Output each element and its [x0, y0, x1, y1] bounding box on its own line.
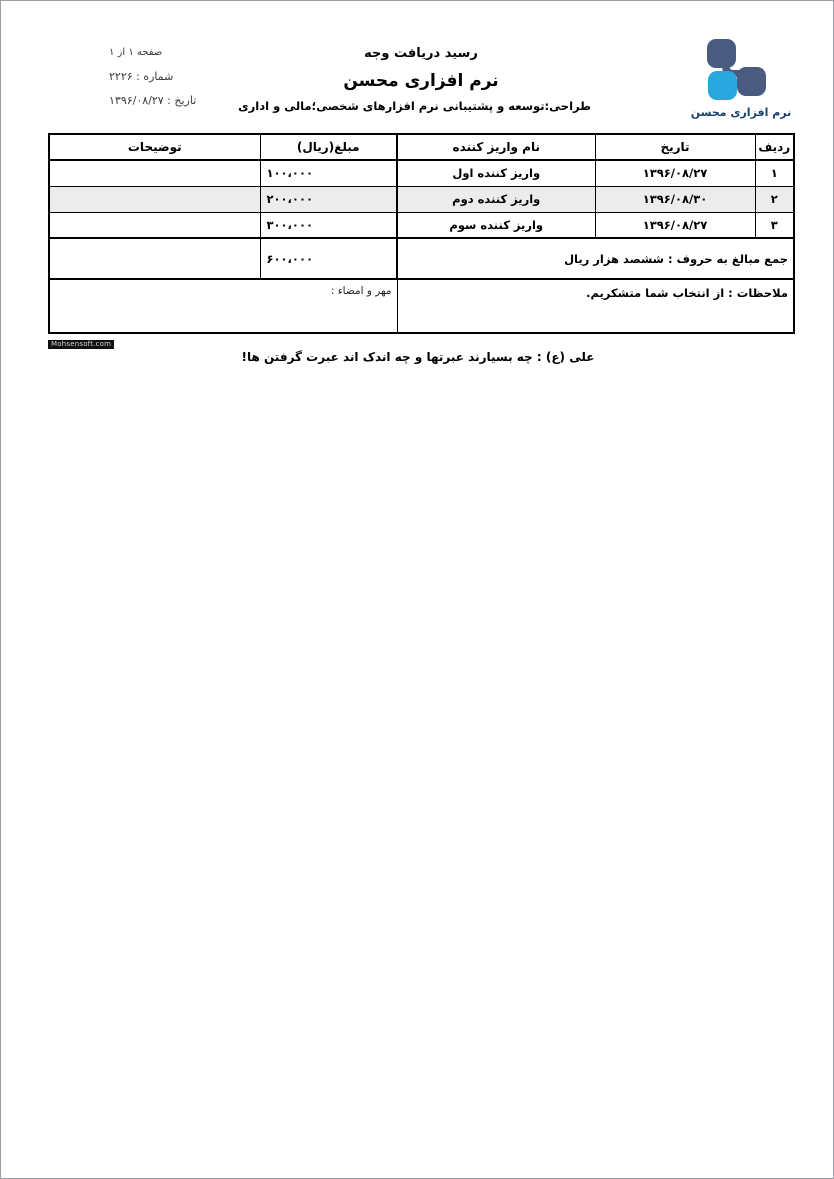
cell-date: ۱۳۹۶/۰۸/۲۷ [595, 160, 755, 186]
logo-wordmark: نرم افزاری محسن [690, 106, 792, 119]
table-row [49, 160, 794, 186]
receipt-number-label: شماره : ۲۲۲۶ [109, 70, 174, 83]
page-count-label: صفحه ۱ از ۱ [109, 47, 163, 58]
stamp-signature-label: مهر و امضاء : [49, 279, 397, 333]
cell-amount: ۳۰۰،۰۰۰ [260, 212, 397, 238]
company-subtitle: طراحی:توسعه و پشتیبانی نرم افزارهای شخصی؛مالی و اداری [238, 99, 591, 113]
receipt-date-label: تاریخ : ۱۳۹۶/۰۸/۲۷ [109, 94, 197, 107]
table-row [49, 212, 794, 238]
cell-notes [49, 160, 260, 186]
col-header-payer: نام واریز کننده [397, 134, 595, 160]
document-header [238, 46, 591, 113]
total-row [49, 238, 794, 279]
col-header-notes: توضیحات [49, 134, 260, 160]
total-notes-cell [49, 238, 260, 279]
company-name: نرم افزاری محسن [343, 71, 499, 91]
remarks-row [49, 279, 794, 333]
table-header-row [49, 134, 794, 160]
company-logo [689, 35, 793, 119]
col-header-index: ردیف [755, 134, 794, 160]
cell-date: ۱۳۹۶/۰۸/۲۷ [595, 212, 755, 238]
cell-notes [49, 186, 260, 212]
cell-payer: واریز کننده اول [397, 160, 595, 186]
total-amount: ۶۰۰،۰۰۰ [260, 238, 397, 279]
col-header-amount: مبلغ(ریال) [260, 134, 397, 160]
cell-notes [49, 212, 260, 238]
cell-index: ۲ [755, 186, 794, 212]
site-watermark: Mohsensoft.com [48, 340, 114, 349]
logo-squares-icon [693, 35, 789, 105]
cell-index: ۱ [755, 160, 794, 186]
cell-payer: واریز کننده سوم [397, 212, 595, 238]
remarks-text: ملاحظات : از انتخاب شما متشکریم. [397, 279, 794, 333]
col-header-date: تاریخ [595, 134, 755, 160]
cell-amount: ۱۰۰،۰۰۰ [260, 160, 397, 186]
receipt-title: رسید دریافت وجه [364, 46, 478, 61]
cell-index: ۳ [755, 212, 794, 238]
receipt-table [48, 133, 795, 334]
cell-amount: ۲۰۰،۰۰۰ [260, 186, 397, 212]
table-row [49, 186, 794, 212]
cell-date: ۱۳۹۶/۰۸/۳۰ [595, 186, 755, 212]
total-in-words-label: جمع مبالغ به حروف : ششصد هزار ریال [397, 238, 794, 279]
page-info-block [109, 47, 196, 118]
cell-payer: واریز کننده دوم [397, 186, 595, 212]
footer-quote: علی (ع) : چه بسیارند عبرتها و چه اندک اند عبرت گرفتن ها! [241, 350, 595, 364]
